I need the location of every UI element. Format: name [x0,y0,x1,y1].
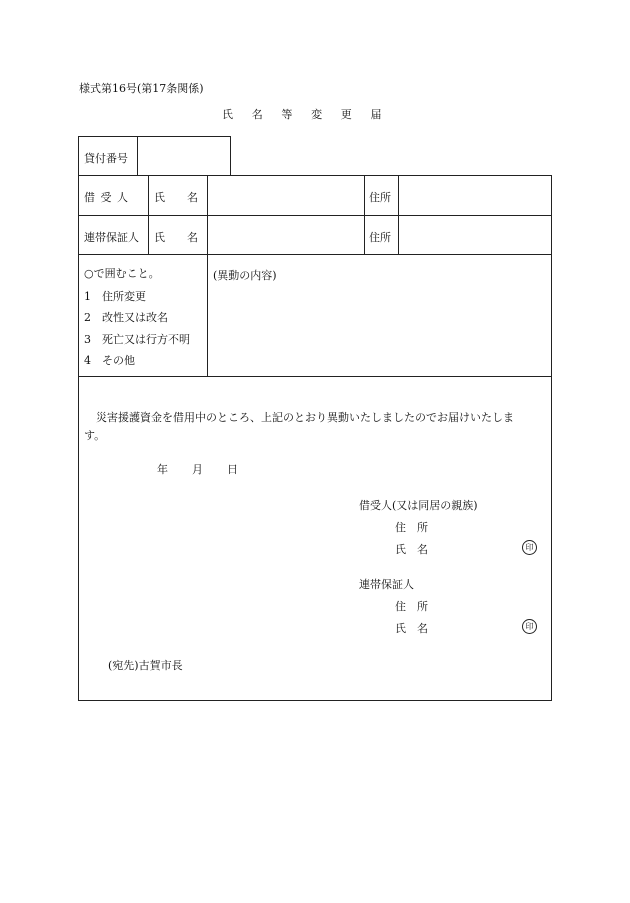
loan-number-label: 貸付番号 [84,152,128,165]
signer-borrower-address-label: 住 所 [395,521,428,534]
date-day-label: 日 [227,463,238,476]
signer-guarantor-name-label: 氏 名 [395,622,428,635]
addressee: (宛先)古賀市長 [108,659,183,672]
borrower-label: 借受人 [84,191,134,204]
page-title: 氏名等変更届 [222,108,401,121]
date-month-label: 月 [192,463,203,476]
change-instruction: ○で囲むこと。 [84,267,160,280]
declaration-text-line1: 災害援護資金を借用中のところ、上記のとおり異動いたしましたのでお届けいたしま [96,411,514,424]
borrower-seal-icon: 印 [522,540,537,555]
guarantor-label: 連帯保証人 [84,231,139,244]
form-number: 様式第16号(第17条関係) [79,82,204,95]
signer-borrower-name-label: 氏 名 [395,543,428,556]
change-option-address[interactable]: 1 住所変更 [84,290,146,303]
borrower-address-label: 住所 [369,191,391,204]
signer-guarantor-heading: 連帯保証人 [359,578,414,591]
guarantor-address-label: 住所 [369,231,391,244]
guarantor-name-label: 氏 名 [154,231,198,244]
change-option-name[interactable]: 2 改性又は改名 [84,311,168,324]
change-content-label: (異動の内容) [213,269,277,282]
date-year-label: 年 [157,463,168,476]
signer-borrower-heading: 借受人(又は同居の親族) [359,499,478,512]
change-option-death[interactable]: 3 死亡又は行方不明 [84,333,190,346]
borrower-name-label: 氏 名 [154,191,198,204]
change-option-other[interactable]: 4 その他 [84,354,135,367]
declaration-text-line2: す。 [84,429,106,442]
guarantor-seal-icon: 印 [522,619,537,634]
signer-guarantor-address-label: 住 所 [395,600,428,613]
